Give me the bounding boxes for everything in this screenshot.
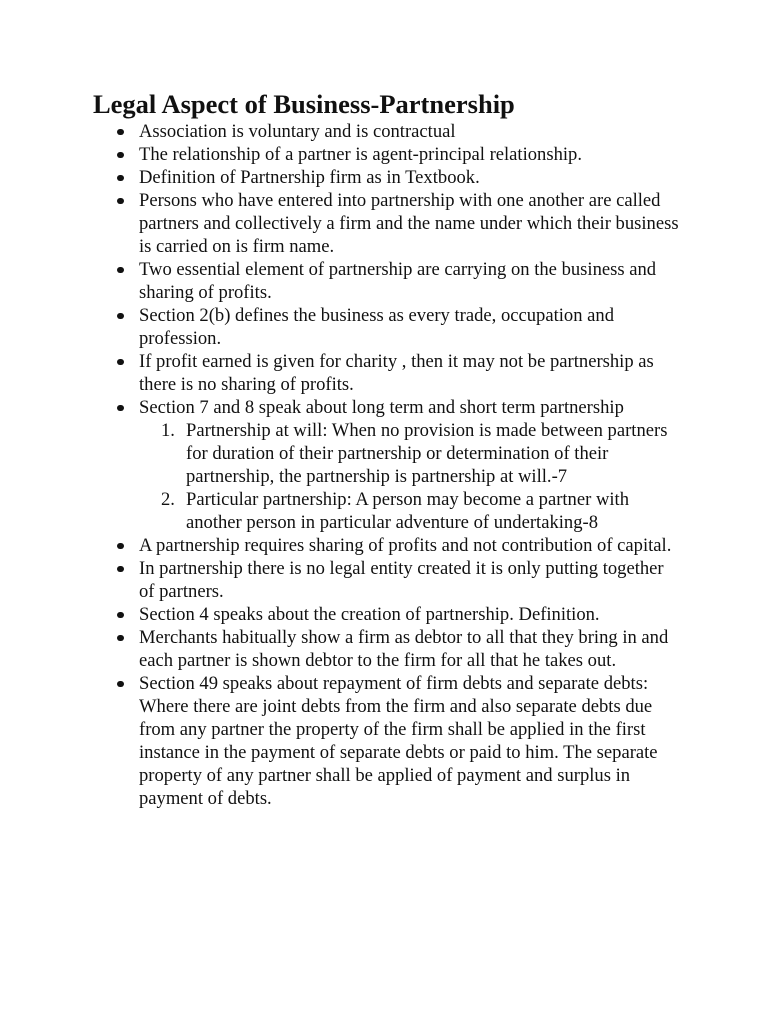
- list-item-text: Two essential element of partnership are carrying on the business and sharing of profits.: [139, 259, 657, 303]
- list-item: [0, 120, 679, 143]
- list-item: [0, 672, 679, 810]
- list-item: [0, 189, 679, 258]
- bullet-icon: [117, 267, 124, 274]
- list-item: [0, 166, 679, 189]
- list-item: [0, 258, 679, 304]
- bullet-icon: [117, 152, 124, 159]
- list-item-text: Section 49 speaks about repayment of firm debts and separate debts: Where there are joint debts from the firm and also separate debts due from any partner the property of the firm shall be applied in the first instance in the payment of separate debts or paid to him. The separate property of any partner shall be applied of payment and surplus in payment of debts.: [139, 673, 658, 809]
- numbered-item: [139, 419, 679, 488]
- list-item-text: If profit earned is given for charity , then it may not be partnership as there is no sharing of profits.: [139, 351, 654, 395]
- bullet-icon: [117, 566, 124, 573]
- list-item-text: Definition of Partnership firm as in Textbook.: [139, 167, 480, 188]
- page-title: Legal Aspect of Business-Partnership: [93, 89, 515, 119]
- bullet-icon: [117, 313, 124, 320]
- item-number: 1.: [161, 420, 175, 441]
- bullet-icon: [117, 612, 124, 619]
- list-item-text: A partnership requires sharing of profits and not contribution of capital.: [139, 535, 672, 556]
- list-item: [0, 603, 679, 626]
- numbered-item-text: Partnership at will: When no provision is made between partners for duration of their partnership or determination of their partnership, the partnership is partnership at will.-7: [186, 420, 668, 487]
- list-item-text: Association is voluntary and is contractual: [139, 121, 456, 142]
- list-item-text: Section 7 and 8 speak about long term and short term partnership: [139, 397, 624, 418]
- bullet-icon: [117, 129, 124, 136]
- bullet-icon: [117, 543, 124, 550]
- bullet-icon: [117, 198, 124, 205]
- numbered-item: [139, 488, 679, 534]
- list-item: [0, 557, 679, 603]
- list-item: [0, 143, 679, 166]
- bullet-icon: [117, 175, 124, 182]
- bullet-list: [0, 120, 768, 810]
- list-item-text: Persons who have entered into partnership with one another are called partners and collectively a firm and the name under which their business is carried on is firm name.: [139, 190, 679, 257]
- list-item-text: In partnership there is no legal entity created it is only putting together of partners.: [139, 558, 664, 602]
- list-item: [0, 626, 679, 672]
- bullet-icon: [117, 681, 124, 688]
- bullet-icon: [117, 635, 124, 642]
- list-item-text: Section 4 speaks about the creation of partnership. Definition.: [139, 604, 600, 625]
- bullet-icon: [117, 359, 124, 366]
- bullet-icon: [117, 405, 124, 412]
- list-item-text: Merchants habitually show a firm as debtor to all that they bring in and each partner is shown debtor to the firm for all that he takes out.: [139, 627, 669, 671]
- list-item: [0, 396, 679, 534]
- list-item-text: Section 2(b) defines the business as every trade, occupation and profession.: [139, 305, 615, 349]
- list-item-text: The relationship of a partner is agent-principal relationship.: [139, 144, 582, 165]
- list-item: [0, 350, 679, 396]
- numbered-sublist: [139, 419, 679, 534]
- numbered-item-text: Particular partnership: A person may become a partner with another person in particular adventure of undertaking-8: [186, 489, 630, 533]
- list-item: [0, 534, 679, 557]
- list-item: [0, 304, 679, 350]
- item-number: 2.: [161, 489, 175, 510]
